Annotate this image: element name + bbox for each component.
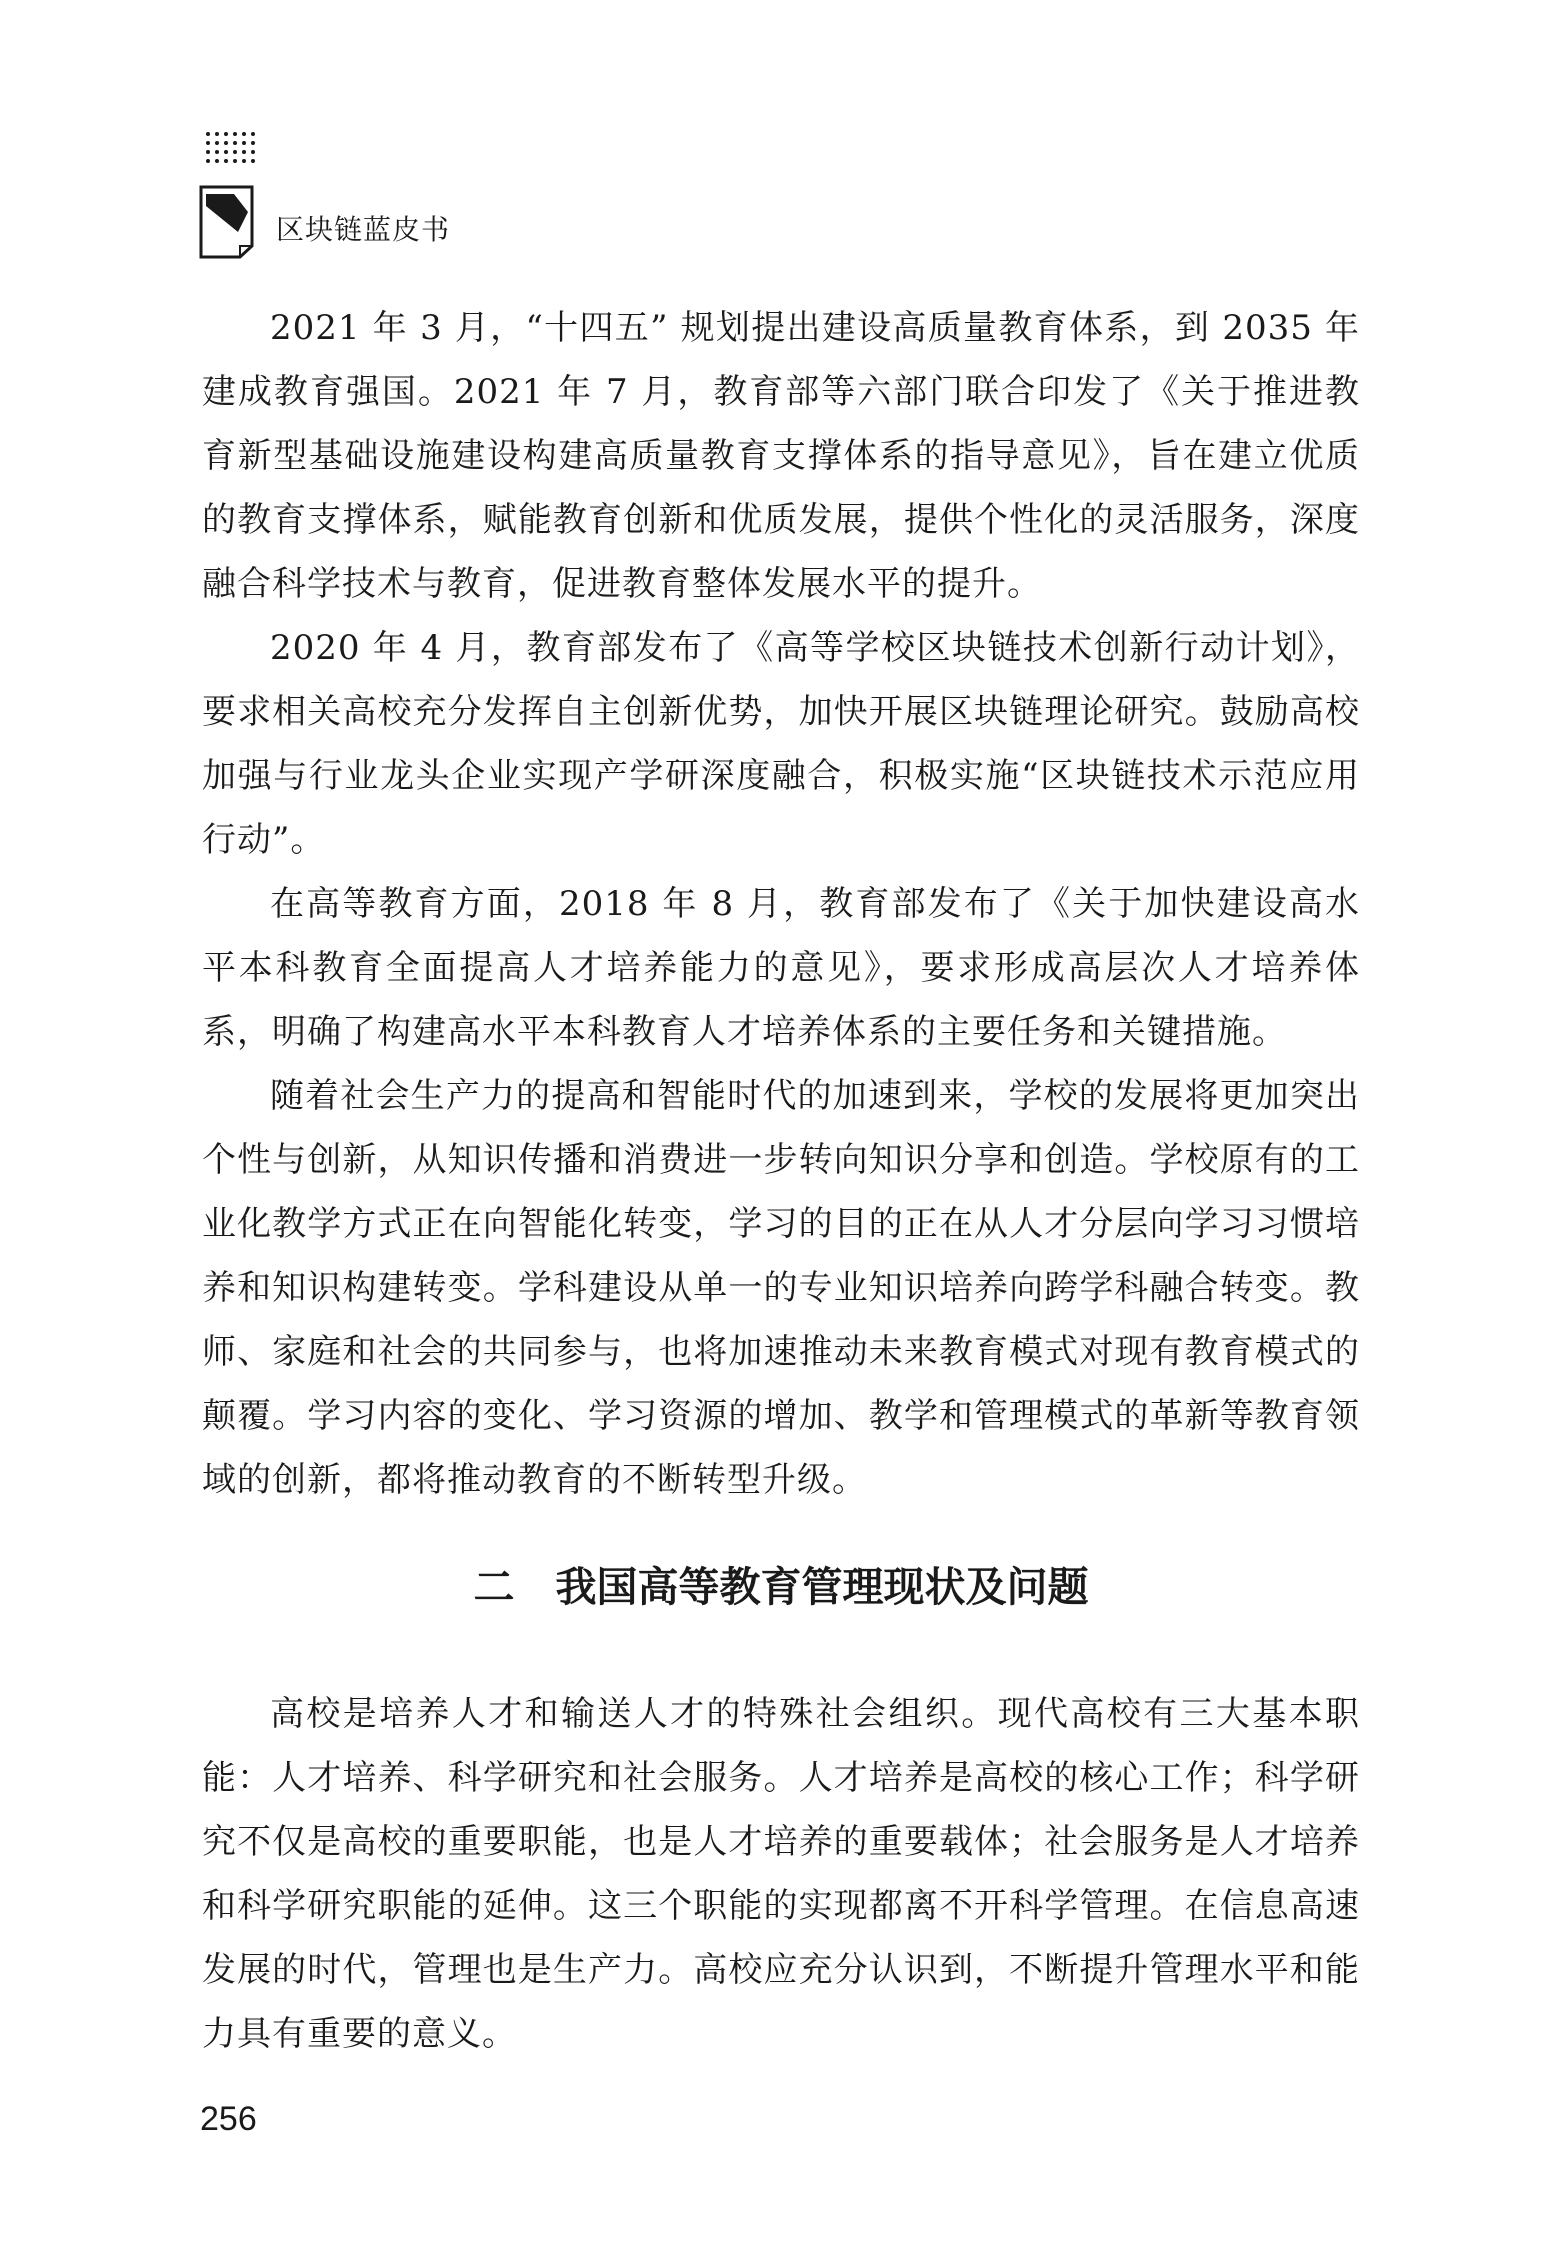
paragraph: 2020 年 4 月，教育部发布了《高等学校区块链技术创新行动计划》，要求相关高校充分发挥自主创新优势，加快开展区块链理论研究。鼓励高校加强与行业龙头企业实现产学研深度融合，积极实施“区块链技术示范应用行动”。 xyxy=(202,628,1360,860)
decorative-dot-grid xyxy=(206,132,260,168)
section-heading: 二 我国高等教育管理现状及问题 xyxy=(473,1563,1089,1611)
paragraph: 在高等教育方面，2018 年 8 月，教育部发布了《关于加快建设高水平本科教育全面提高人才培养能力的意见》，要求形成高层次人才培养体系，明确了构建高水平本科教育人才培养体系的主要任务和关键措施。 xyxy=(202,884,1360,1052)
paragraph: 高校是培养人才和输送人才的特殊社会组织。现代高校有三大基本职能：人才培养、科学研究和社会服务。人才培养是高校的核心工作；科学研究不仅是高校的重要职能，也是人才培养的重要载体；社会服务是人才培养和科学研究职能的延伸。这三个职能的实现都离不开科学管理。在信息高速发展的时代，管理也是生产力。高校应充分认识到，不断提升管理水平和能力具有重要的意义。 xyxy=(202,1694,1360,2054)
page-number: 256 xyxy=(200,2100,257,2138)
body-text-top xyxy=(202,296,1360,1512)
paragraph: 随着社会生产力的提高和智能时代的加速到来，学校的发展将更加突出个性与创新，从知识传播和消费进一步转向知识分享和创造。学校原有的工业化教学方式正在向智能化转变，学习的目的正在从人才分层向学习习惯培养和知识构建转变。学科建设从单一的专业知识培养向跨学科融合转变。教师、家庭和社会的共同参与，也将加速推动未来教育模式对现有教育模式的颠覆。学习内容的变化、学习资源的增加、教学和管理模式的革新等教育领域的创新，都将推动教育的不断转型升级。 xyxy=(202,1076,1360,1500)
series-title: 区块链蓝皮书 xyxy=(276,213,451,246)
book-corner-icon xyxy=(198,184,268,260)
body-text-bottom xyxy=(202,1682,1360,2066)
paragraph: 2021 年 3 月，“十四五” 规划提出建设高质量教育体系，到 2035 年建成教育强国。2021 年 7 月，教育部等六部门联合印发了《关于推进教育新型基础设施建设构建高质量教育支撑体系的指导意见》，旨在建立优质的教育支撑体系，赋能教育创新和优质发展，提供个性化的灵活服务，深度融合科学技术与教育，促进教育整体发展水平的提升。 xyxy=(202,308,1360,604)
